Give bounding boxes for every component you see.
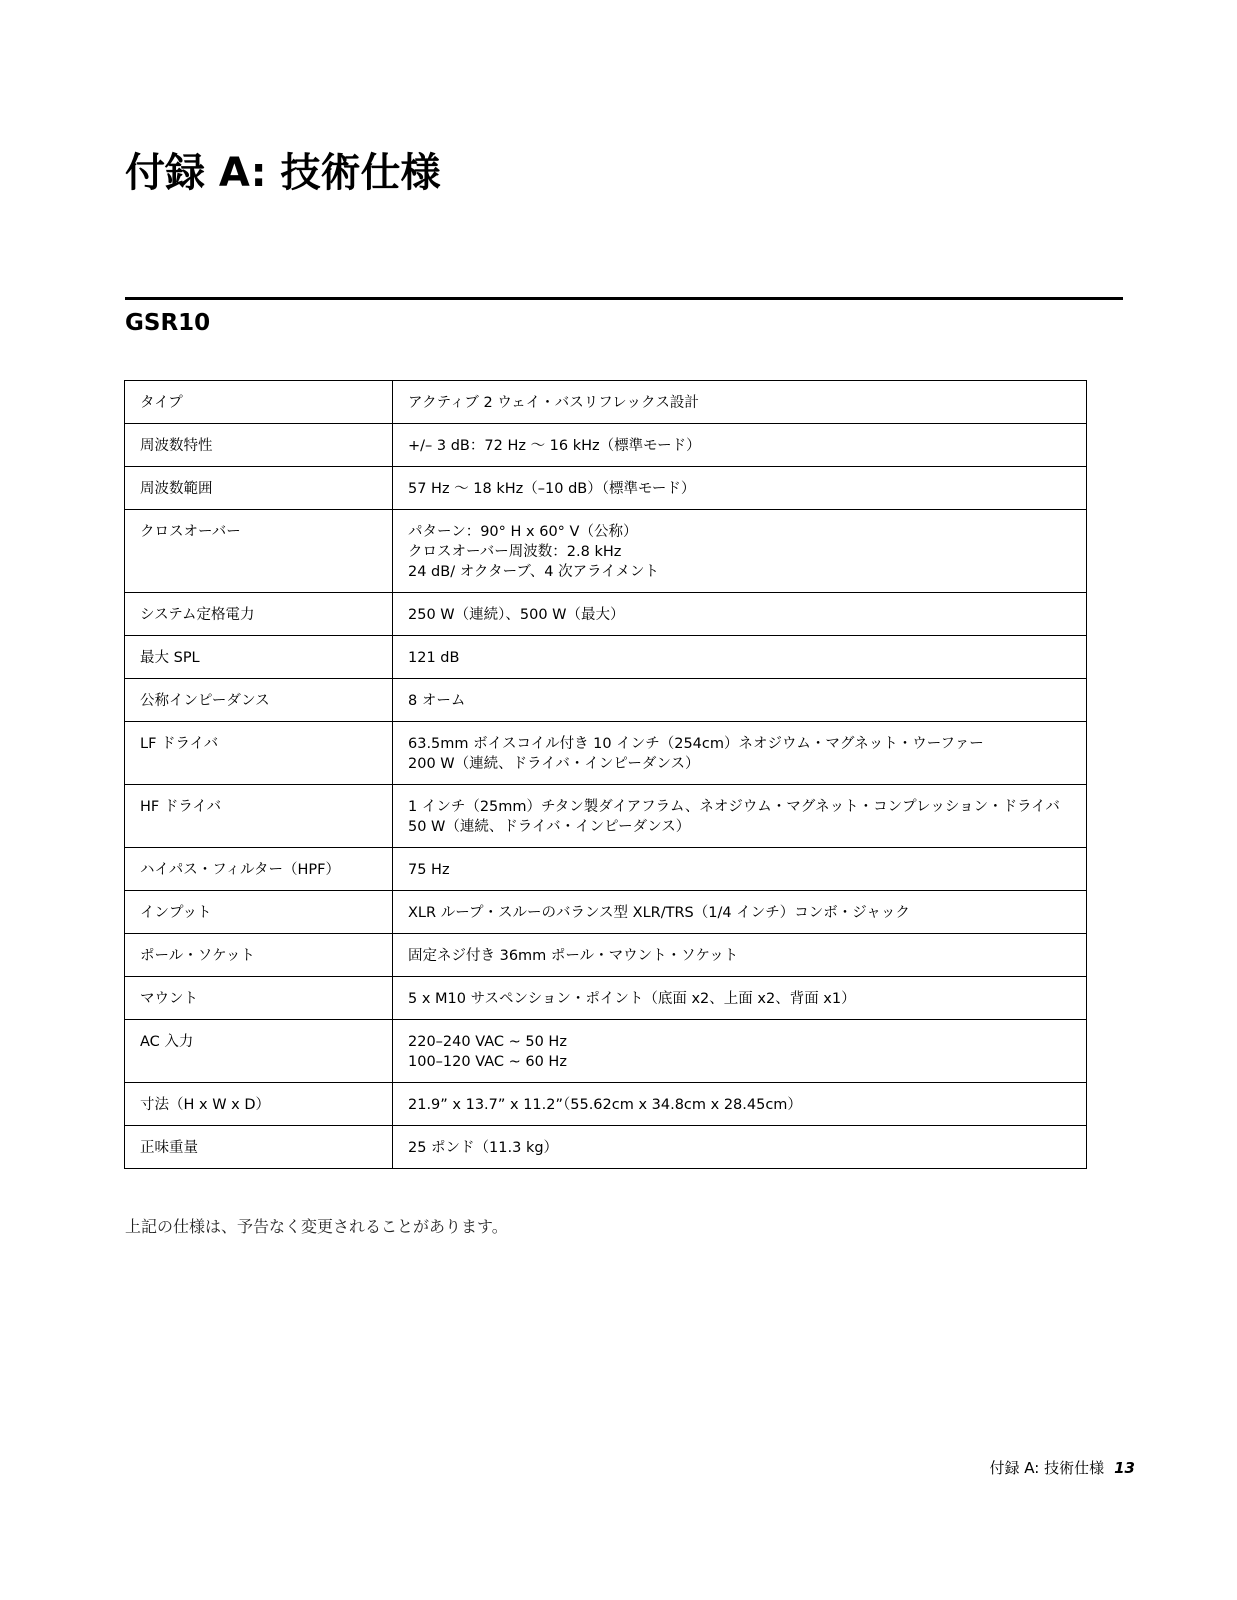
spec-value-line: +/– 3 dB：72 Hz 〜 16 kHz（標準モード） <box>408 438 701 454</box>
section-title: GSR10 <box>125 310 211 336</box>
spec-value <box>393 848 1087 891</box>
spec-value-line: 121 dB <box>408 650 460 666</box>
spec-value <box>393 891 1087 934</box>
spec-value <box>393 510 1087 593</box>
spec-value <box>393 593 1087 636</box>
spec-row <box>125 593 1087 636</box>
spec-label: ポール・ソケット <box>125 934 393 977</box>
spec-value <box>393 977 1087 1020</box>
spec-value-line: 50 W（連続、ドライバ・インピーダンス） <box>408 819 691 835</box>
spec-value-line: 200 W（連続、ドライバ・インピーダンス） <box>408 756 700 772</box>
section-divider <box>125 297 1123 300</box>
spec-table <box>124 380 1087 1169</box>
spec-label: タイプ <box>125 381 393 424</box>
footer-section-label: 付録 A: 技術仕様 <box>989 1459 1105 1477</box>
spec-value <box>393 381 1087 424</box>
spec-label: 最大 SPL <box>125 636 393 679</box>
spec-label: ハイパス・フィルター（HPF） <box>125 848 393 891</box>
spec-label: LF ドライバ <box>125 722 393 785</box>
spec-value-line: XLR ループ・スルーのバランス型 XLR/TRS（1/4 インチ）コンボ・ジャック <box>408 905 910 921</box>
spec-label: インプット <box>125 891 393 934</box>
spec-label: AC 入力 <box>125 1020 393 1083</box>
spec-label: 寸法（H x W x D） <box>125 1083 393 1126</box>
spec-value-line: パターン：90° H x 60° V（公称） <box>408 524 638 540</box>
spec-label: 公称インピーダンス <box>125 679 393 722</box>
spec-label: システム定格電力 <box>125 593 393 636</box>
spec-row <box>125 1020 1087 1083</box>
spec-value-line: 5 x M10 サスペンション・ポイント（底面 x2、上面 x2、背面 x1） <box>408 991 856 1007</box>
spec-row <box>125 934 1087 977</box>
spec-label: HF ドライバ <box>125 785 393 848</box>
spec-label: 周波数特性 <box>125 424 393 467</box>
spec-row <box>125 785 1087 848</box>
spec-label: マウント <box>125 977 393 1020</box>
spec-row <box>125 1126 1087 1169</box>
spec-row <box>125 891 1087 934</box>
spec-row <box>125 679 1087 722</box>
spec-value-line: 100–120 VAC ~ 60 Hz <box>408 1054 567 1070</box>
spec-row <box>125 424 1087 467</box>
spec-value <box>393 467 1087 510</box>
spec-row <box>125 722 1087 785</box>
spec-value-line: クロスオーバー周波数：2.8 kHz <box>408 544 622 560</box>
spec-value-line: 24 dB/ オクターブ、4 次アライメント <box>408 564 659 580</box>
spec-row <box>125 636 1087 679</box>
spec-value-line: 63.5mm ボイスコイル付き 10 インチ（254cm）ネオジウム・マグネット・ウーファー <box>408 736 984 752</box>
page-title: 付録 A: 技術仕様 <box>125 150 441 196</box>
spec-row <box>125 977 1087 1020</box>
spec-value <box>393 785 1087 848</box>
spec-value <box>393 934 1087 977</box>
spec-value-line: 250 W（連続）、500 W（最大） <box>408 607 625 623</box>
spec-value <box>393 679 1087 722</box>
spec-value-line: 25 ポンド（11.3 kg） <box>408 1140 559 1156</box>
spec-value-line: 57 Hz 〜 18 kHz（–10 dB）（標準モード） <box>408 481 696 497</box>
page-number: 13 <box>1114 1459 1135 1477</box>
spec-row <box>125 848 1087 891</box>
spec-table-body <box>125 381 1087 1169</box>
spec-value <box>393 722 1087 785</box>
spec-value-line: 8 オーム <box>408 693 466 709</box>
spec-label: 周波数範囲 <box>125 467 393 510</box>
page-footer <box>990 1458 1135 1478</box>
spec-value-line: 1 インチ（25mm）チタン製ダイアフラム、ネオジウム・マグネット・コンプレッション・ドライバ <box>408 799 1060 815</box>
spec-row <box>125 381 1087 424</box>
spec-value <box>393 1020 1087 1083</box>
spec-value-line: 75 Hz <box>408 862 450 878</box>
spec-value <box>393 1126 1087 1169</box>
spec-value <box>393 424 1087 467</box>
spec-label: 正味重量 <box>125 1126 393 1169</box>
spec-value <box>393 1083 1087 1126</box>
spec-label: クロスオーバー <box>125 510 393 593</box>
spec-value-line: 220–240 VAC ~ 50 Hz <box>408 1034 567 1050</box>
spec-value <box>393 636 1087 679</box>
spec-change-notice: 上記の仕様は、予告なく変更されることがあります。 <box>125 1217 508 1236</box>
spec-row <box>125 1083 1087 1126</box>
spec-row <box>125 510 1087 593</box>
spec-value-line: アクティブ 2 ウェイ・バスリフレックス設計 <box>408 395 699 411</box>
spec-row <box>125 467 1087 510</box>
spec-value-line: 21.9” x 13.7” x 11.2”（55.62cm x 34.8cm x 28.45cm） <box>408 1097 802 1113</box>
spec-value-line: 固定ネジ付き 36mm ポール・マウント・ソケット <box>408 948 739 964</box>
